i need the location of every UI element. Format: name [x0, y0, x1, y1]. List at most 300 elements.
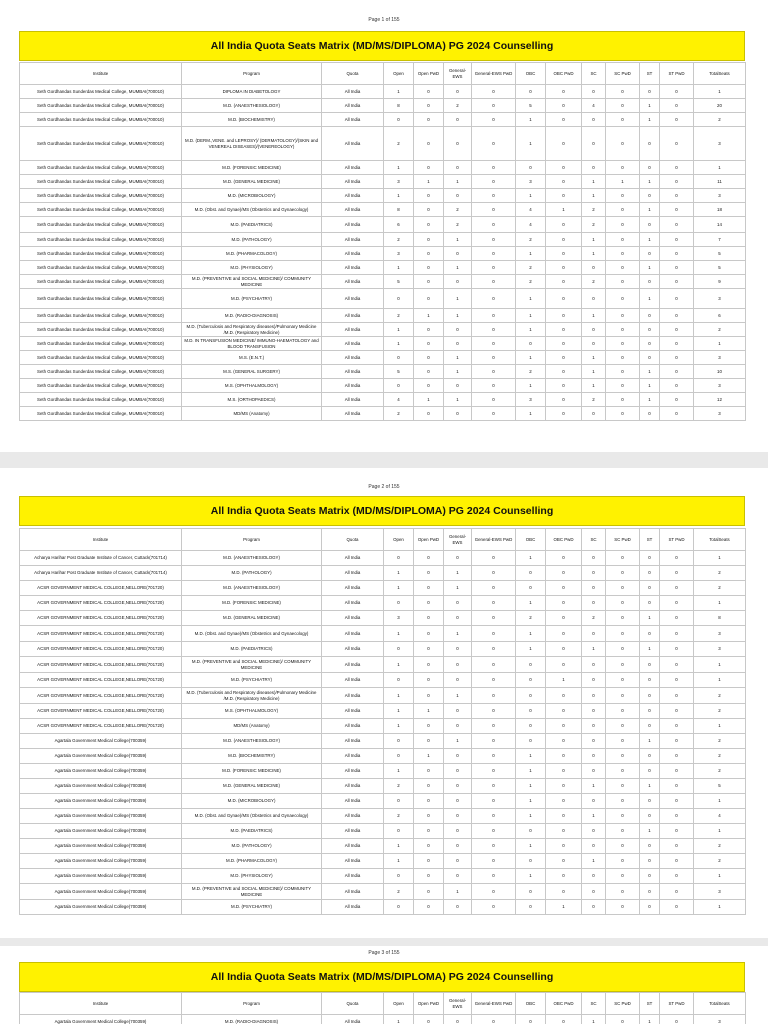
table-cell: Seth Gordhandas Sunderdas Medical College, MUMBAI(700010) [20, 99, 182, 113]
table-cell: 1 [582, 233, 606, 247]
table-cell: 0 [582, 657, 606, 673]
table-cell: 0 [640, 247, 660, 261]
table-cell: 3 [694, 351, 746, 365]
table-cell: 2 [516, 261, 546, 275]
table-cell: 0 [660, 734, 694, 749]
table-cell: 2 [516, 365, 546, 379]
table-cell: 0 [414, 642, 444, 657]
table-cell: 2 [384, 233, 414, 247]
table-cell: 0 [582, 161, 606, 175]
table-cell: Agartala Government Medical College(700359) [20, 794, 182, 809]
table-cell: 0 [444, 113, 472, 127]
table-cell: M.D. (FORENSIC MEDICINE) [182, 764, 322, 779]
table-cell: 0 [472, 688, 516, 704]
table-cell: 0 [472, 161, 516, 175]
table-cell: 2 [582, 217, 606, 233]
table-cell: 0 [414, 688, 444, 704]
table-cell: 0 [472, 854, 516, 869]
column-header: Institute [20, 993, 182, 1015]
table-cell: 0 [444, 407, 472, 421]
table-cell: 0 [582, 884, 606, 900]
table-cell: 0 [546, 189, 582, 203]
table-cell: 1 [516, 247, 546, 261]
table-cell: All India [322, 289, 384, 309]
column-header: OBC [516, 993, 546, 1015]
table-row [20, 85, 746, 99]
table-cell: 1 [444, 309, 472, 323]
table-cell: 0 [384, 869, 414, 884]
table-cell: 0 [660, 247, 694, 261]
table-cell: 0 [582, 581, 606, 596]
table-cell: All India [322, 407, 384, 421]
table-cell: 1 [384, 626, 414, 642]
table-cell: ACSR GOVERNMENT MEDICAL COLLEGE,NELLORE(701720) [20, 688, 182, 704]
table-cell: 1 [694, 900, 746, 915]
table-cell: 0 [444, 189, 472, 203]
table-row [20, 688, 746, 704]
table-cell: 0 [660, 824, 694, 839]
table-cell: 0 [414, 323, 444, 337]
table-cell: M.D. (Tuberculosis and Respiratory diseases)/Pulmonary Medicine /M.D. (Respiratory Medicine) [182, 688, 322, 704]
table-cell: 0 [640, 673, 660, 688]
column-header: Quota [322, 63, 384, 85]
column-header: TotalSeats [694, 993, 746, 1015]
table-cell: 0 [660, 688, 694, 704]
table-cell: 1 [384, 688, 414, 704]
table-cell: 0 [546, 127, 582, 161]
table-row [20, 1015, 746, 1024]
table-cell: 0 [606, 566, 640, 581]
table-cell: 0 [546, 734, 582, 749]
table-cell: 1 [694, 824, 746, 839]
table-cell: 0 [472, 393, 516, 407]
table-cell: 0 [606, 407, 640, 421]
column-header: ST PwD [660, 63, 694, 85]
page-title-banner: All India Quota Seats Matrix (MD/MS/DIPLOMA) PG 2024 Counselling [19, 962, 745, 992]
seats-matrix-table [19, 62, 746, 421]
table-cell: 0 [384, 551, 414, 566]
table-cell: 3 [384, 175, 414, 189]
table-cell: 6 [384, 217, 414, 233]
table-cell: 0 [472, 217, 516, 233]
table-cell: 0 [546, 869, 582, 884]
column-header: SC [582, 63, 606, 85]
table-cell: 2 [694, 704, 746, 719]
table-cell: Seth Gordhandas Sunderdas Medical College, MUMBAI(700010) [20, 289, 182, 309]
table-cell: 0 [640, 749, 660, 764]
table-cell: 0 [472, 642, 516, 657]
table-cell: 1 [582, 189, 606, 203]
table-cell: 0 [606, 393, 640, 407]
table-cell: 1 [640, 289, 660, 309]
table-cell: 0 [414, 581, 444, 596]
table-cell: M.S. (OPHTHALMOLOGY) [182, 704, 322, 719]
table-row [20, 99, 746, 113]
table-cell: 0 [606, 869, 640, 884]
table-cell: 0 [414, 824, 444, 839]
table-cell: 0 [640, 869, 660, 884]
column-header: OBC PwD [546, 529, 582, 551]
table-cell: 0 [472, 581, 516, 596]
table-cell: M.D. (PSYCHIATRY) [182, 289, 322, 309]
table-cell: M.D. (BIOCHEMISTRY) [182, 113, 322, 127]
table-cell: 0 [582, 289, 606, 309]
table-cell: 0 [472, 407, 516, 421]
table-cell: 1 [582, 379, 606, 393]
table-row [20, 839, 746, 854]
table-cell: 0 [546, 379, 582, 393]
table-cell: 1 [582, 309, 606, 323]
table-cell: 1 [694, 551, 746, 566]
table-cell: All India [322, 189, 384, 203]
table-cell: 0 [546, 113, 582, 127]
table-cell: 0 [444, 900, 472, 915]
table-cell: All India [322, 581, 384, 596]
table-cell: 0 [546, 247, 582, 261]
table-cell: 1 [516, 407, 546, 421]
table-row [20, 175, 746, 189]
table-cell: 0 [660, 365, 694, 379]
table-row [20, 794, 746, 809]
table-cell: 0 [660, 85, 694, 99]
table-cell: 0 [606, 824, 640, 839]
table-cell: M.D. (PAEDIATRICS) [182, 642, 322, 657]
table-row [20, 642, 746, 657]
table-row [20, 113, 746, 127]
table-cell: 1 [384, 704, 414, 719]
table-cell: 0 [516, 337, 546, 351]
table-cell: Agartala Government Medical College(700359) [20, 824, 182, 839]
table-cell: Seth Gordhandas Sunderdas Medical College, MUMBAI(700010) [20, 261, 182, 275]
table-cell: All India [322, 233, 384, 247]
table-cell: ACSR GOVERNMENT MEDICAL COLLEGE,NELLORE(701720) [20, 626, 182, 642]
table-cell: 0 [582, 323, 606, 337]
table-cell: 1 [606, 175, 640, 189]
table-cell: M.D. (PAEDIATRICS) [182, 217, 322, 233]
table-cell: 0 [472, 809, 516, 824]
table-cell: 0 [640, 884, 660, 900]
table-cell: 0 [414, 351, 444, 365]
table-cell: 0 [546, 596, 582, 611]
table-cell: 0 [444, 854, 472, 869]
table-cell: Agartala Government Medical College(700359) [20, 869, 182, 884]
table-cell: 0 [444, 1015, 472, 1024]
table-cell: 1 [444, 175, 472, 189]
table-cell: 1 [640, 99, 660, 113]
table-cell: 0 [384, 824, 414, 839]
table-cell: 0 [660, 673, 694, 688]
table-cell: 0 [516, 854, 546, 869]
table-cell: 0 [414, 1015, 444, 1024]
table-cell: 0 [606, 127, 640, 161]
table-cell: 0 [414, 337, 444, 351]
table-cell: 1 [384, 337, 414, 351]
table-cell: Agartala Government Medical College(700359) [20, 809, 182, 824]
table-cell: 0 [640, 407, 660, 421]
table-cell: 0 [606, 203, 640, 217]
table-cell: 1 [516, 626, 546, 642]
table-cell: 0 [582, 551, 606, 566]
table-cell: 0 [606, 854, 640, 869]
table-cell: 4 [516, 203, 546, 217]
table-cell: 0 [546, 407, 582, 421]
table-cell: 0 [472, 551, 516, 566]
table-cell: 0 [384, 642, 414, 657]
table-cell: 1 [516, 289, 546, 309]
table-cell: 0 [606, 581, 640, 596]
table-cell: 0 [546, 161, 582, 175]
table-cell: All India [322, 764, 384, 779]
table-cell: M.D. (Obst. and Gynae)/MS (Obstetrics and Gynaecology) [182, 626, 322, 642]
table-row [20, 657, 746, 673]
table-cell: 0 [546, 581, 582, 596]
column-header: ST [640, 529, 660, 551]
table-cell: 0 [546, 261, 582, 275]
table-cell: 1 [444, 289, 472, 309]
table-cell: 0 [606, 884, 640, 900]
table-cell: 0 [582, 85, 606, 99]
table-cell: 0 [606, 809, 640, 824]
table-cell: 0 [606, 189, 640, 203]
column-header: TotalSeats [694, 529, 746, 551]
table-cell: 0 [414, 854, 444, 869]
table-cell: M.S. (ORTHOPAEDICS) [182, 393, 322, 407]
table-header-row [20, 529, 746, 551]
table-cell: All India [322, 261, 384, 275]
table-cell: 0 [444, 596, 472, 611]
table-cell: 1 [414, 393, 444, 407]
table-cell: M.D. (GENERAL MEDICINE) [182, 611, 322, 626]
table-cell: 0 [546, 657, 582, 673]
table-cell: 0 [582, 900, 606, 915]
table-cell: 2 [384, 884, 414, 900]
table-cell: 0 [546, 551, 582, 566]
table-cell: 0 [472, 99, 516, 113]
table-cell: M.D. (FORENSIC MEDICINE) [182, 161, 322, 175]
table-cell: 3 [694, 407, 746, 421]
column-header: Open PwD [414, 993, 444, 1015]
table-cell: 0 [660, 127, 694, 161]
table-cell: 0 [414, 626, 444, 642]
table-cell: 1 [640, 261, 660, 275]
table-cell: 0 [606, 309, 640, 323]
table-row [20, 203, 746, 217]
table-cell: 0 [660, 749, 694, 764]
table-cell: 2 [694, 688, 746, 704]
table-cell: 0 [546, 642, 582, 657]
table-cell: 0 [640, 566, 660, 581]
table-cell: ACSR GOVERNMENT MEDICAL COLLEGE,NELLORE(701720) [20, 657, 182, 673]
table-cell: 0 [660, 794, 694, 809]
table-cell: 0 [472, 233, 516, 247]
table-cell: 0 [516, 161, 546, 175]
table-cell: 0 [414, 839, 444, 854]
table-cell: All India [322, 1015, 384, 1024]
table-cell: 0 [660, 764, 694, 779]
table-row [20, 161, 746, 175]
column-header: TotalSeats [694, 63, 746, 85]
table-cell: 0 [660, 581, 694, 596]
table-cell: 0 [606, 113, 640, 127]
table-cell: 0 [444, 839, 472, 854]
table-row [20, 734, 746, 749]
table-cell: 0 [444, 794, 472, 809]
table-cell: 0 [660, 323, 694, 337]
page-number-label: Page 3 of 155 [368, 950, 400, 956]
table-cell: 0 [472, 261, 516, 275]
column-header: General-EWS [444, 63, 472, 85]
table-row [20, 379, 746, 393]
table-cell: 0 [640, 854, 660, 869]
table-cell: 0 [414, 113, 444, 127]
table-cell: M.D. (PATHOLOGY) [182, 839, 322, 854]
table-cell: 0 [660, 113, 694, 127]
table-cell: 0 [414, 884, 444, 900]
table-cell: 5 [694, 261, 746, 275]
table-cell: 2 [516, 275, 546, 289]
table-cell: 1 [694, 85, 746, 99]
table-cell: 1 [384, 581, 414, 596]
table-cell: M.D. (BIOCHEMISTRY) [182, 749, 322, 764]
table-cell: 0 [444, 337, 472, 351]
table-cell: 1 [516, 189, 546, 203]
table-cell: Agartala Government Medical College(700359) [20, 734, 182, 749]
table-cell: All India [322, 734, 384, 749]
table-cell: 0 [546, 351, 582, 365]
table-cell: 0 [640, 764, 660, 779]
table-cell: 1 [694, 596, 746, 611]
table-cell: 0 [582, 749, 606, 764]
table-cell: 0 [414, 99, 444, 113]
table-cell: 0 [546, 1015, 582, 1024]
table-cell: 0 [640, 719, 660, 734]
table-cell: 0 [582, 839, 606, 854]
table-cell: M.D. (PHARMACOLOGY) [182, 247, 322, 261]
table-cell: ACSR GOVERNMENT MEDICAL COLLEGE,NELLORE(701720) [20, 642, 182, 657]
table-cell: 0 [640, 809, 660, 824]
table-row [20, 351, 746, 365]
table-cell: 0 [546, 99, 582, 113]
table-cell: M.D. IN TRANSFUSION MEDICINE/ IMMUNO-HAEMATOLOGY and BLOOD TRANSFUSION [182, 337, 322, 351]
table-cell: MD/MS (Anatomy) [182, 719, 322, 734]
table-cell: 0 [660, 884, 694, 900]
table-cell: 0 [660, 869, 694, 884]
table-cell: 0 [660, 839, 694, 854]
table-cell: 0 [546, 175, 582, 189]
table-cell: 0 [660, 551, 694, 566]
table-cell: 1 [516, 309, 546, 323]
table-cell: 0 [546, 824, 582, 839]
table-cell: 0 [546, 566, 582, 581]
table-cell: 0 [472, 734, 516, 749]
table-cell: 1 [546, 203, 582, 217]
table-cell: 4 [694, 809, 746, 824]
table-cell: 1 [694, 337, 746, 351]
table-cell: 0 [660, 189, 694, 203]
table-cell: All India [322, 175, 384, 189]
seats-matrix-table [19, 992, 746, 1024]
table-cell: Seth Gordhandas Sunderdas Medical College, MUMBAI(700010) [20, 203, 182, 217]
table-cell: 0 [546, 393, 582, 407]
table-cell: 0 [640, 217, 660, 233]
table-cell: 0 [414, 289, 444, 309]
page-title-banner: All India Quota Seats Matrix (MD/MS/DIPLOMA) PG 2024 Counselling [19, 496, 745, 526]
table-cell: 2 [694, 581, 746, 596]
table-cell: All India [322, 611, 384, 626]
table-cell: 0 [660, 309, 694, 323]
table-cell: 0 [516, 581, 546, 596]
table-cell: 0 [582, 824, 606, 839]
table-cell: 0 [472, 127, 516, 161]
table-cell: All India [322, 247, 384, 261]
table-cell: 1 [414, 749, 444, 764]
table-cell: 3 [694, 884, 746, 900]
table-cell: 0 [660, 809, 694, 824]
table-cell: 0 [414, 233, 444, 247]
column-header: General-EWS PwD [472, 529, 516, 551]
table-cell: 3 [384, 247, 414, 261]
table-cell: 1 [582, 854, 606, 869]
table-cell: 0 [640, 626, 660, 642]
table-cell: Seth Gordhandas Sunderdas Medical College, MUMBAI(700010) [20, 247, 182, 261]
table-cell: 0 [414, 734, 444, 749]
table-cell: 14 [694, 217, 746, 233]
page-number-label: Page 2 of 155 [368, 484, 400, 490]
table-cell: 0 [640, 161, 660, 175]
column-header: Institute [20, 63, 182, 85]
column-header: ST PwD [660, 529, 694, 551]
table-cell: 1 [546, 673, 582, 688]
table-cell: 0 [582, 688, 606, 704]
table-cell: 0 [516, 734, 546, 749]
table-cell: 0 [546, 365, 582, 379]
table-cell: All India [322, 657, 384, 673]
table-cell: 0 [660, 233, 694, 247]
table-cell: 0 [606, 1015, 640, 1024]
table-cell: 0 [472, 704, 516, 719]
table-cell: 0 [546, 809, 582, 824]
table-row [20, 275, 746, 289]
column-header: Program [182, 993, 322, 1015]
table-cell: M.D. (PHYSIOLOGY) [182, 869, 322, 884]
table-cell: 2 [694, 764, 746, 779]
table-row [20, 764, 746, 779]
table-cell: 0 [582, 407, 606, 421]
table-cell: 2 [582, 393, 606, 407]
table-cell: 0 [660, 611, 694, 626]
table-cell: 0 [640, 127, 660, 161]
table-cell: 0 [546, 884, 582, 900]
table-cell: MD/MS (Anatomy) [182, 407, 322, 421]
table-row [20, 393, 746, 407]
table-cell: Seth Gordhandas Sunderdas Medical College, MUMBAI(700010) [20, 85, 182, 99]
table-cell: M.D. (PSYCHIATRY) [182, 900, 322, 915]
table-cell: 0 [546, 719, 582, 734]
table-cell: 1 [444, 233, 472, 247]
table-cell: 0 [516, 824, 546, 839]
table-cell: 0 [660, 351, 694, 365]
table-cell: 0 [546, 626, 582, 642]
column-header: Open [384, 993, 414, 1015]
table-cell: 0 [606, 85, 640, 99]
table-cell: M.D. (GENERAL MEDICINE) [182, 779, 322, 794]
table-cell: 1 [384, 85, 414, 99]
table-cell: 0 [606, 779, 640, 794]
table-cell: 0 [414, 779, 444, 794]
table-cell: 0 [414, 217, 444, 233]
table-cell: All India [322, 379, 384, 393]
table-cell: All India [322, 642, 384, 657]
